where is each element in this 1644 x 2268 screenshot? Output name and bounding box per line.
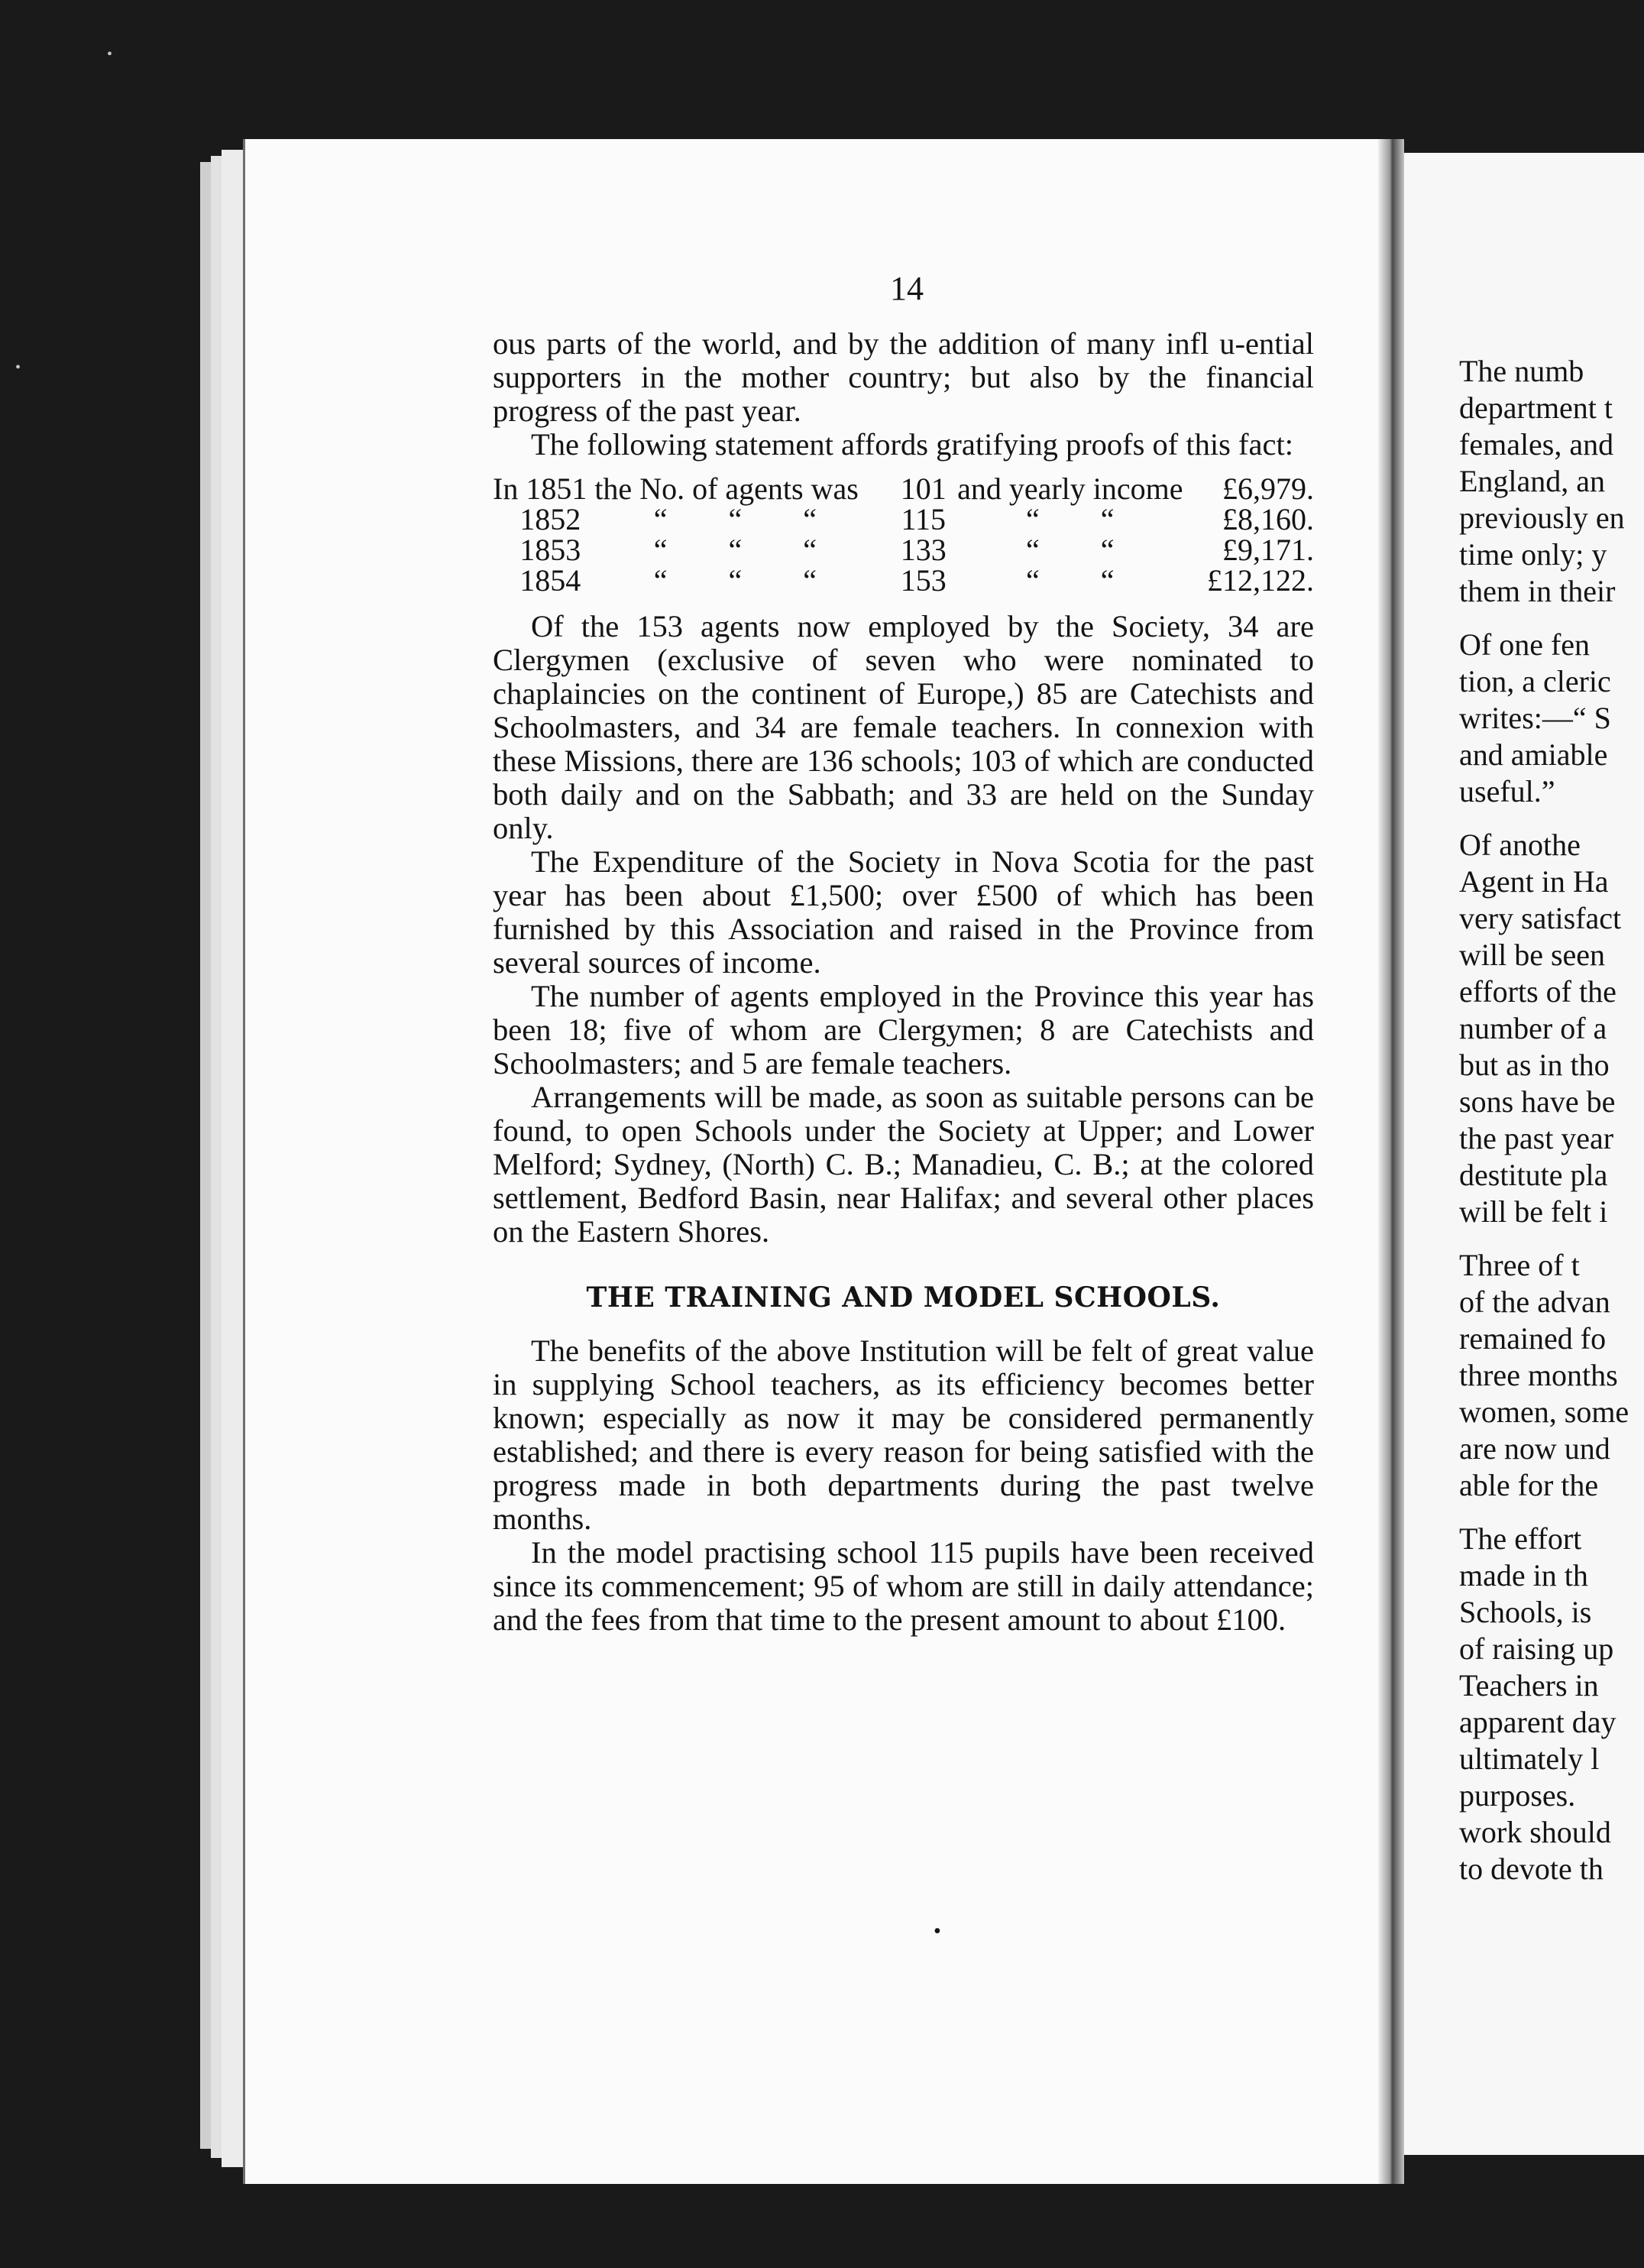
paragraph: The benefits of the above Institution will be felt of great value in supplying School teachers, as its efficiency becomes better known; especially as now it may be considered permanently established; and there is every reason for being satisfied with the progress made in both departments during the past twelve months. (493, 1333, 1314, 1536)
facing-page-line: Teachers in (1459, 1668, 1599, 1703)
ditto-cell: “ “ (1026, 502, 1115, 536)
facing-page-line: Of anothe (1459, 828, 1581, 862)
paragraph-gap (1459, 1504, 1644, 1521)
table-row (493, 504, 1314, 535)
facing-page-line: to devote th (1459, 1852, 1604, 1886)
facing-page-line: but as in tho (1459, 1048, 1610, 1082)
year-cell: 1852 (519, 502, 581, 536)
agents-cell: 133 (900, 533, 947, 567)
year-cell: 1853 (519, 533, 581, 567)
facing-page-line: remained fo (1459, 1321, 1607, 1356)
facing-page-line: of raising up (1459, 1631, 1614, 1666)
ditto-cell: “ “ (1026, 563, 1115, 598)
year-cell: In 1851 the No. of agents was (493, 471, 859, 506)
facing-page-line: apparent day (1459, 1705, 1616, 1739)
statement-table (493, 471, 1314, 598)
facing-page-line: The effort (1459, 1521, 1582, 1556)
ditto-cell: “ “ “ (653, 533, 817, 567)
agents-cell: 101 (900, 471, 947, 506)
ditto-cell: “ “ “ (653, 563, 817, 598)
paragraph: In the model practising school 115 pupils have been received since its commencement; 95 of whom are still in daily attendance; and the fees from that time to the present amount to about £100. (493, 1535, 1314, 1637)
facing-page-line: purposes. (1459, 1778, 1576, 1813)
ditto-cell: “ “ (1026, 533, 1115, 567)
facing-page-line: efforts of the (1459, 974, 1616, 1009)
page-number: 14 (890, 270, 924, 307)
table-row (493, 565, 1314, 596)
footer-mark: • (934, 1920, 941, 1943)
ditto-cell: “ “ “ (653, 502, 817, 536)
income-cell: £6,979. (1222, 471, 1314, 506)
facing-page-line: will be felt i (1459, 1194, 1608, 1229)
agents-cell: 153 (900, 563, 947, 598)
table-row (493, 535, 1314, 565)
facing-page-line: made in th (1459, 1558, 1588, 1592)
facing-page-line: able for the (1459, 1468, 1599, 1502)
facing-page-line: them in their (1459, 574, 1616, 608)
income-label-cell: and yearly income (957, 471, 1183, 506)
paragraph: Arrangements will be made, as soon as suitable persons can be found, to open Schools under the Society at Upper; and Lower Melford; Sydney, (North) C. B.; Manadieu, C. B.; at the colored settlement, Bedford Basin, near Halifax; and several other places on the Eastern Shores. (493, 1080, 1314, 1249)
facing-page-line: destitute pla (1459, 1158, 1608, 1192)
agents-cell: 115 (901, 502, 947, 536)
paragraph: Of the 153 agents now employed by the Society, 34 are Clergymen (exclusive of seven who were nominated to chaplaincies on the continent of Europe,) 85 are Catechists and Schoolmasters, and 34 are female teachers. In connexion with these Missions, there are 136 schools; 103 of which are conducted both daily and on the Sabbath; and 33 are held on the Sunday only. (493, 609, 1314, 845)
facing-page-line: work should (1459, 1815, 1611, 1849)
facing-page-line: Schools, is (1459, 1595, 1592, 1629)
paragraph-gap (1459, 1230, 1644, 1247)
facing-page-line: Agent in Ha (1459, 864, 1609, 899)
facing-page-line: and amiable (1459, 737, 1608, 772)
facing-page-line: of the advan (1459, 1285, 1610, 1319)
facing-page-line: three months (1459, 1358, 1618, 1392)
income-cell: £12,122. (1207, 563, 1314, 598)
facing-page-line: time only; y (1459, 537, 1607, 572)
facing-page-line: previously en (1459, 501, 1625, 535)
income-cell: £8,160. (1222, 502, 1314, 536)
facing-page-text (1459, 353, 1644, 1887)
facing-page-line: very satisfact (1459, 901, 1622, 935)
facing-page-line: number of a (1459, 1011, 1607, 1045)
paragraph: The following statement affords gratifying proofs of this fact: (531, 427, 1294, 462)
facing-page-line: The numb (1459, 354, 1584, 388)
section-heading: THE TRAINING AND MODEL SCHOOLS. (586, 1281, 1221, 1314)
facing-page-line: are now und (1459, 1431, 1610, 1466)
scan-speck: • (15, 359, 21, 376)
facing-page-line: sons have be (1459, 1084, 1616, 1119)
facing-page-line: writes:—“ S (1459, 701, 1611, 735)
facing-page-line: ultimately l (1459, 1742, 1600, 1776)
facing-page-line: women, some (1459, 1395, 1629, 1429)
year-cell: 1854 (519, 563, 581, 598)
table-row (493, 474, 1314, 504)
income-cell: £9,171. (1222, 533, 1314, 567)
scan-speck: • (107, 46, 113, 63)
paragraph-gap (1459, 810, 1644, 827)
paragraph-gap (1459, 610, 1644, 627)
paragraph: The Expenditure of the Society in Nova Scotia for the past year has been about £1,500; over £500 of which has been furnished by this Association and raised in the Province from several sources of income. (493, 844, 1314, 980)
facing-page-line: Three of t (1459, 1248, 1580, 1282)
facing-page-line: Of one fen (1459, 627, 1591, 662)
facing-page-line: useful.” (1459, 774, 1555, 808)
paragraph: The number of agents employed in the Province this year has been 18; five of whom are Clergymen; 8 are Catechists and Schoolmasters; and 5 are female teachers. (493, 979, 1314, 1081)
book-gutter (1378, 139, 1404, 2184)
paragraph: ous parts of the world, and by the addition of many infl u-ential supporters in the mother country; but also by the financial progress of the past year. (493, 326, 1314, 428)
facing-page-line: department t (1459, 390, 1613, 425)
facing-page-line: will be seen (1459, 938, 1606, 972)
facing-page-line: tion, a cleric (1459, 664, 1611, 698)
left-page-text (493, 327, 1314, 1637)
facing-page-line: the past year (1459, 1121, 1614, 1155)
facing-page-line: females, and (1459, 427, 1614, 462)
facing-page-line: England, an (1459, 464, 1606, 498)
